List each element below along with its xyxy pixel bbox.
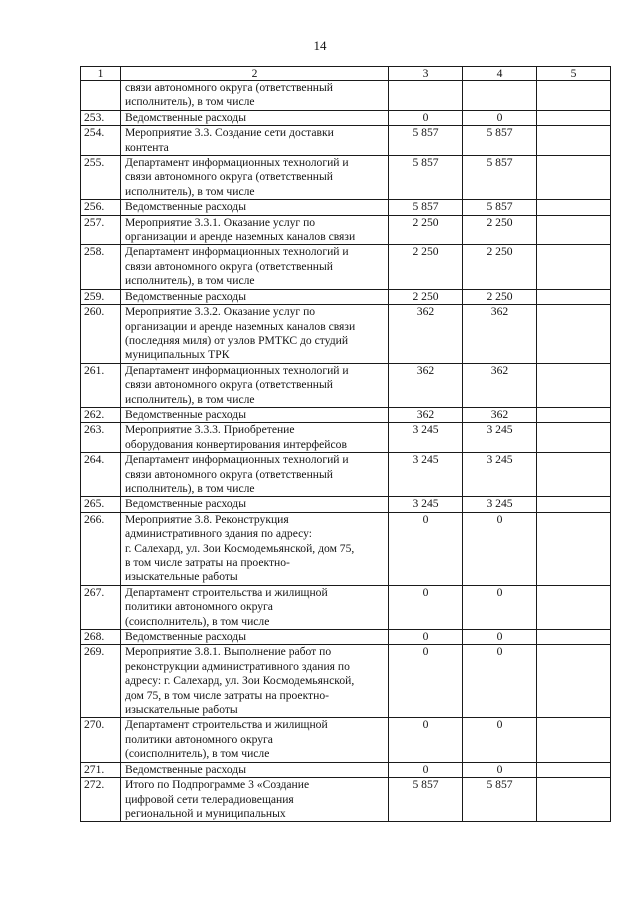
value-col-5 (537, 156, 611, 200)
value-col-5 (537, 110, 611, 125)
value-col-3-text: 5 857 (412, 200, 439, 214)
row-number-text: 260. (84, 305, 105, 319)
value-col-3-text: 0 (422, 585, 429, 599)
value-col-3 (389, 718, 463, 762)
row-number (81, 453, 121, 497)
value-col-4-text: 3 245 (486, 497, 513, 511)
row-number-text: 265. (84, 497, 105, 511)
row-number-text: 256. (84, 200, 105, 214)
row-description (121, 215, 389, 245)
row-number-text: 261. (84, 363, 105, 377)
value-col-5 (537, 305, 611, 364)
row-number-text: 264. (84, 453, 105, 467)
value-col-4 (463, 363, 537, 407)
row-number (81, 718, 121, 762)
row-description-text: Департамент информационных технологий и связи автономного округа (ответственный исполнитель), в том числе (125, 245, 349, 288)
value-col-5 (537, 585, 611, 629)
value-col-3-text: 362 (416, 407, 435, 421)
value-col-5 (537, 718, 611, 762)
row-description-text: Мероприятие 3.8.1. Выполнение работ по реконструкции административного здания по адресу: г. Салехард, ул. Зои Космодемьянской, дом 75, в том числе затраты на проектно- изыскательные работы (125, 645, 355, 717)
row-description-text: Мероприятие 3.3.1. Оказание услуг по организации и аренде наземных каналов связи (125, 215, 356, 244)
value-col-3 (389, 645, 463, 718)
row-number-text: 270. (84, 718, 105, 732)
table-row (81, 407, 611, 422)
value-col-4 (463, 453, 537, 497)
value-col-4 (463, 407, 537, 422)
value-col-5 (537, 126, 611, 156)
value-col-4 (463, 585, 537, 629)
value-col-3-text: 3 245 (412, 453, 439, 467)
table-row (81, 126, 611, 156)
row-description-text: Мероприятие 3.3. Создание сети доставки контента (125, 126, 334, 154)
row-description-text: Департамент строительства и жилищной политики автономного округа (соисполнитель), в том числе (125, 718, 328, 761)
row-description (121, 778, 389, 822)
row-number-text: 254. (84, 126, 105, 140)
row-description (121, 630, 389, 645)
row-description-text: Департамент строительства и жилищной политики автономного округа (соисполнитель), в том числе (125, 585, 328, 628)
value-col-5 (537, 81, 611, 111)
row-number (81, 630, 121, 645)
row-number (81, 156, 121, 200)
value-col-3-text: 362 (416, 363, 435, 377)
value-col-4 (463, 645, 537, 718)
row-description (121, 585, 389, 629)
table-row (81, 110, 611, 125)
value-col-4 (463, 497, 537, 512)
value-col-3 (389, 81, 463, 111)
row-description-text: Ведомственные расходы (125, 200, 246, 214)
row-description (121, 762, 389, 777)
value-col-5 (537, 630, 611, 645)
table-row (81, 645, 611, 718)
value-col-5 (537, 645, 611, 718)
value-col-4 (463, 718, 537, 762)
table-row (81, 762, 611, 777)
value-col-3-text: 5 857 (412, 126, 439, 140)
row-description (121, 156, 389, 200)
value-col-4-text: 0 (496, 762, 503, 776)
value-col-3-text: 2 250 (412, 289, 439, 303)
value-col-4-text: 362 (490, 407, 509, 421)
row-number (81, 363, 121, 407)
value-col-4 (463, 81, 537, 111)
value-col-3-text: 362 (416, 305, 435, 319)
row-number (81, 585, 121, 629)
row-number-text: 272. (84, 778, 105, 792)
row-description-text: Ведомственные расходы (125, 289, 246, 303)
row-description-text: Мероприятие 3.3.2. Оказание услуг по организации и аренде наземных каналов связи (последняя миля) от узлов РМТКС до студий муниципальных ТРК (125, 305, 356, 362)
value-col-4-text: 5 857 (486, 126, 513, 140)
row-number (81, 423, 121, 453)
row-description (121, 126, 389, 156)
value-col-3 (389, 156, 463, 200)
row-number (81, 289, 121, 304)
table-row (81, 423, 611, 453)
row-number-text: 269. (84, 645, 105, 659)
value-col-3-text: 5 857 (412, 156, 439, 170)
row-number (81, 245, 121, 289)
table-header-row (81, 67, 611, 81)
row-description-text: Департамент информационных технологий и связи автономного округа (ответственный исполнитель), в том числе (125, 453, 349, 495)
table-row (81, 200, 611, 215)
row-description-text: Мероприятие 3.8. Реконструкция административного здания по адресу: г. Салехард, ул. Зои Космодемьянской, дом 75, в том числе затраты на проектно- изыскательные работы (125, 512, 355, 584)
column-header: 5 (537, 67, 611, 81)
value-col-4-text: 362 (490, 363, 509, 377)
value-col-3 (389, 215, 463, 245)
row-number-text: 258. (84, 245, 105, 259)
value-col-4-text: 0 (496, 718, 503, 732)
value-col-5 (537, 245, 611, 289)
value-col-3 (389, 363, 463, 407)
table-row (81, 245, 611, 289)
table-row (81, 718, 611, 762)
row-number-text: 255. (84, 156, 105, 170)
value-col-5 (537, 363, 611, 407)
table-row (81, 630, 611, 645)
row-number-text: 263. (84, 423, 105, 437)
value-col-4-text: 0 (496, 630, 503, 644)
column-header: 3 (389, 67, 463, 81)
table-row (81, 453, 611, 497)
row-description-text: Мероприятие 3.3.3. Приобретение оборудования конвертирования интерфейсов (125, 423, 347, 451)
value-col-3 (389, 497, 463, 512)
value-col-5 (537, 762, 611, 777)
value-col-3-text: 0 (422, 630, 429, 644)
row-description (121, 718, 389, 762)
row-number-text: 262. (84, 407, 105, 421)
row-description-text: Департамент информационных технологий и связи автономного округа (ответственный исполнитель), в том числе (125, 363, 349, 406)
value-col-3-text: 5 857 (412, 778, 439, 792)
row-number-text: 253. (84, 110, 105, 124)
value-col-4 (463, 156, 537, 200)
value-col-4-text: 0 (496, 512, 503, 526)
value-col-4 (463, 200, 537, 215)
row-description-text: Ведомственные расходы (125, 110, 246, 124)
value-col-4-text: 0 (496, 645, 503, 659)
table-row (81, 585, 611, 629)
value-col-4 (463, 423, 537, 453)
value-col-3-text: 3 245 (412, 497, 439, 511)
value-col-5 (537, 497, 611, 512)
row-description (121, 289, 389, 304)
table-row (81, 305, 611, 364)
value-col-4 (463, 512, 537, 585)
row-number-text: 267. (84, 585, 105, 599)
row-description-text: связи автономного округа (ответственный исполнитель), в том числе (125, 81, 333, 109)
value-col-5 (537, 778, 611, 822)
value-col-3-text: 0 (422, 645, 429, 659)
value-col-3 (389, 126, 463, 156)
row-description (121, 81, 389, 111)
value-col-3-text: 3 245 (412, 423, 439, 437)
row-description (121, 453, 389, 497)
value-col-3 (389, 630, 463, 645)
row-description (121, 305, 389, 364)
row-number (81, 645, 121, 718)
budget-table (80, 66, 611, 822)
row-description (121, 512, 389, 585)
value-col-3 (389, 305, 463, 364)
row-description (121, 423, 389, 453)
value-col-3 (389, 407, 463, 422)
row-number (81, 126, 121, 156)
value-col-4-text: 362 (490, 305, 509, 319)
value-col-4-text: 0 (496, 585, 503, 599)
value-col-5 (537, 200, 611, 215)
row-description-text: Итого по Подпрограмме 3 «Создание цифровой сети телерадиовещания региональной и муниципальных (125, 778, 310, 820)
table-row (81, 81, 611, 111)
row-number (81, 407, 121, 422)
value-col-4 (463, 245, 537, 289)
column-header: 1 (81, 67, 121, 81)
table-row (81, 363, 611, 407)
row-number (81, 81, 121, 111)
table-row (81, 512, 611, 585)
row-description (121, 363, 389, 407)
value-col-4-text: 2 250 (486, 215, 513, 229)
value-col-5 (537, 407, 611, 422)
table-row (81, 289, 611, 304)
value-col-4-text: 3 245 (486, 423, 513, 437)
row-number-text: 257. (84, 215, 105, 229)
value-col-3-text: 0 (422, 512, 429, 526)
row-description-text: Ведомственные расходы (125, 630, 246, 644)
value-col-3 (389, 423, 463, 453)
value-col-3-text: 0 (422, 762, 429, 776)
table-row (81, 497, 611, 512)
value-col-3 (389, 200, 463, 215)
value-col-3 (389, 245, 463, 289)
row-description (121, 497, 389, 512)
row-number (81, 305, 121, 364)
value-col-4 (463, 126, 537, 156)
page-number: 14 (313, 38, 327, 53)
row-description (121, 407, 389, 422)
value-col-4-text: 5 857 (486, 778, 513, 792)
value-col-5 (537, 423, 611, 453)
row-number (81, 110, 121, 125)
row-number (81, 762, 121, 777)
row-description-text: Ведомственные расходы (125, 762, 246, 776)
value-col-4 (463, 305, 537, 364)
row-description (121, 200, 389, 215)
value-col-3 (389, 585, 463, 629)
column-header: 4 (463, 67, 537, 81)
row-number (81, 497, 121, 512)
value-col-3 (389, 453, 463, 497)
value-col-5 (537, 512, 611, 585)
value-col-3-text: 0 (422, 110, 429, 124)
value-col-4 (463, 778, 537, 822)
value-col-4 (463, 630, 537, 645)
value-col-3 (389, 762, 463, 777)
row-number (81, 200, 121, 215)
value-col-3 (389, 289, 463, 304)
row-number-text: 268. (84, 630, 105, 644)
value-col-4-text: 5 857 (486, 156, 513, 170)
row-number-text: 259. (84, 289, 105, 303)
value-col-4 (463, 762, 537, 777)
table-row (81, 156, 611, 200)
row-description (121, 110, 389, 125)
value-col-4-text: 5 857 (486, 200, 513, 214)
value-col-3-text: 2 250 (412, 215, 439, 229)
table-row (81, 215, 611, 245)
row-description-text: Департамент информационных технологий и связи автономного округа (ответственный исполнитель), в том числе (125, 156, 349, 198)
value-col-4 (463, 110, 537, 125)
value-col-3 (389, 110, 463, 125)
value-col-4 (463, 289, 537, 304)
value-col-4-text: 2 250 (486, 289, 513, 303)
value-col-3 (389, 778, 463, 822)
row-description (121, 645, 389, 718)
row-number-text: 271. (84, 762, 105, 776)
column-header: 2 (121, 67, 389, 81)
row-number (81, 512, 121, 585)
value-col-4-text: 2 250 (486, 245, 513, 259)
row-description (121, 245, 389, 289)
value-col-5 (537, 453, 611, 497)
value-col-5 (537, 289, 611, 304)
value-col-3-text: 0 (422, 718, 429, 732)
row-description-text: Ведомственные расходы (125, 407, 246, 421)
value-col-4 (463, 215, 537, 245)
row-number (81, 778, 121, 822)
value-col-3 (389, 512, 463, 585)
value-col-5 (537, 215, 611, 245)
row-number-text: 266. (84, 512, 105, 526)
row-description-text: Ведомственные расходы (125, 497, 246, 511)
value-col-3-text: 2 250 (412, 245, 439, 259)
row-number (81, 215, 121, 245)
value-col-4-text: 3 245 (486, 453, 513, 467)
table-row (81, 778, 611, 822)
value-col-4-text: 0 (496, 110, 503, 124)
